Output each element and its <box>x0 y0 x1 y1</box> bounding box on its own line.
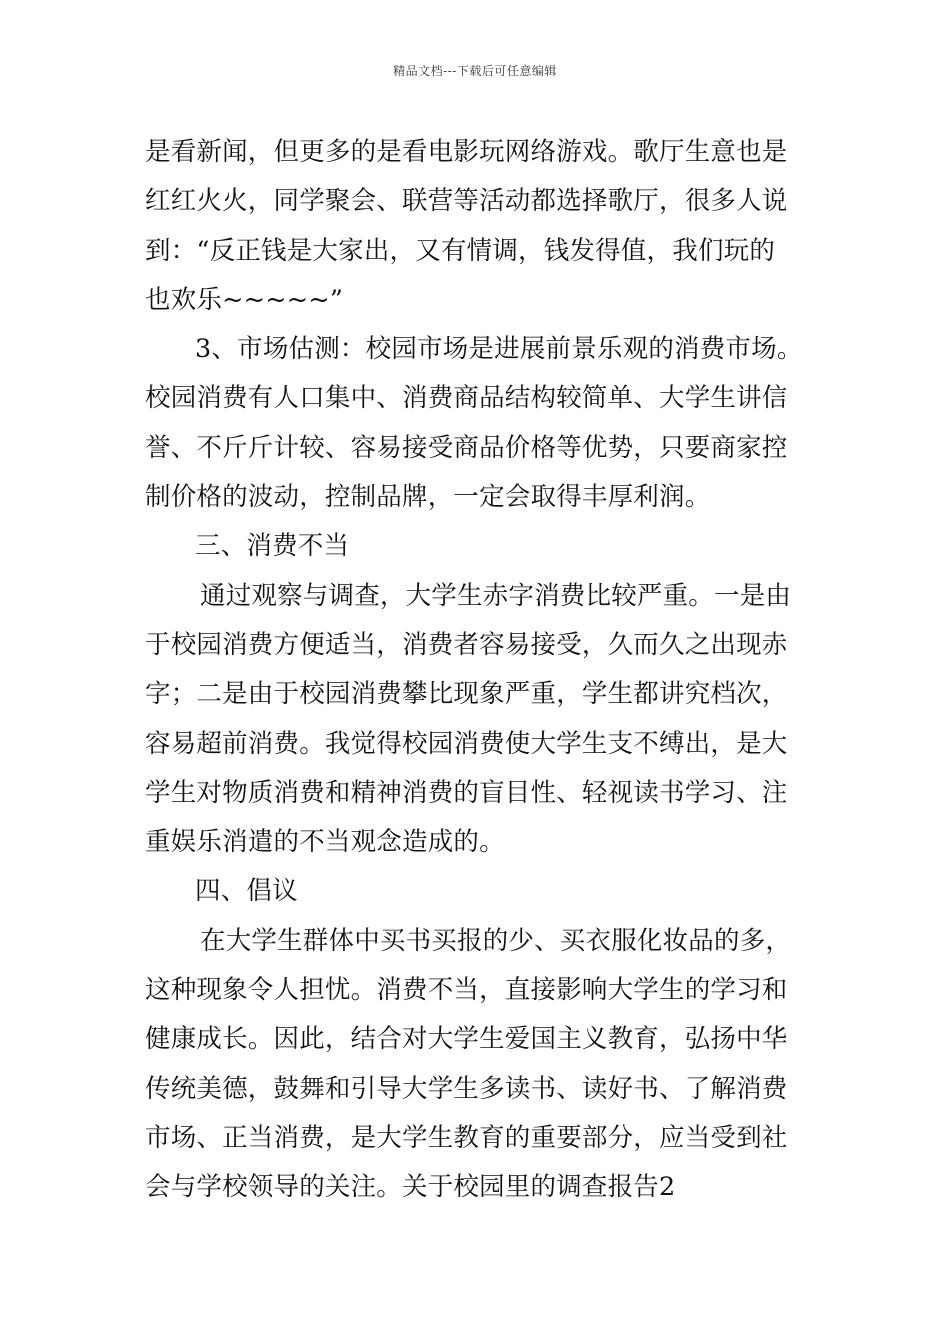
section-heading: 四、倡议 <box>195 876 298 907</box>
text-line: 也欢乐~~~~~” <box>145 284 344 315</box>
document-body <box>145 128 807 1213</box>
text-line: 制价格的波动，控制品牌，一定会取得丰厚利润。 <box>145 482 711 513</box>
text-line: 学生对物质消费和精神消费的盲目性、轻视读书学习、注 <box>145 777 788 808</box>
text-line: 通过观察与调查，大学生赤字消费比较严重。一是由 <box>200 580 792 611</box>
text-line: 传统美德，鼓舞和引导大学生多读书、读好书、了解消费 <box>145 1073 788 1104</box>
text-line: 市场、正当消费，是大学生教育的重要部分，应当受到社 <box>145 1122 788 1153</box>
section-heading: 三、消费不当 <box>195 531 350 562</box>
text-line: 容易超前消费。我觉得校园消费使大学生支不缚出，是大 <box>145 728 788 759</box>
text-line: 到：“反正钱是大家出，又有情调，钱发得值，我们玩的 <box>145 235 776 266</box>
text-line: 会与学校领导的关注。关于校园里的调查报告2 <box>145 1172 676 1203</box>
text-line: 誉、不斤斤计较、容易接受商品价格等优势，只要商家控 <box>145 432 788 463</box>
text-line: 于校园消费方便适当，消费者容易接受，久而久之出现赤 <box>145 629 788 660</box>
text-line: 红红火火，同学聚会、联营等活动都选择歌厅，很多人说 <box>145 186 788 217</box>
text-line: 在大学生群体中买书买报的少、买衣服化妆品的多， <box>200 925 792 956</box>
text-line: 字；二是由于校园消费攀比现象严重，学生都讲究档次， <box>145 679 788 710</box>
text-line: 是看新闻，但更多的是看电影玩网络游戏。歌厅生意也是 <box>145 137 788 167</box>
text-line: 这种现象令人担忧。消费不当，直接影响大学生的学习和 <box>145 975 788 1006</box>
page-header: 精品文档---下载后可任意编辑 <box>393 64 557 78</box>
text-line: 校园消费有人口集中、消费商品结构较简单、大学生讲信 <box>145 383 788 414</box>
text-line: 重娱乐消遣的不当观念造成的。 <box>145 827 505 858</box>
text-line: 3、市场估测：校园市场是进展前景乐观的消费市场。 <box>195 334 803 365</box>
text-line: 健康成长。因此，结合对大学生爱国主义教育，弘扬中华 <box>145 1024 788 1055</box>
